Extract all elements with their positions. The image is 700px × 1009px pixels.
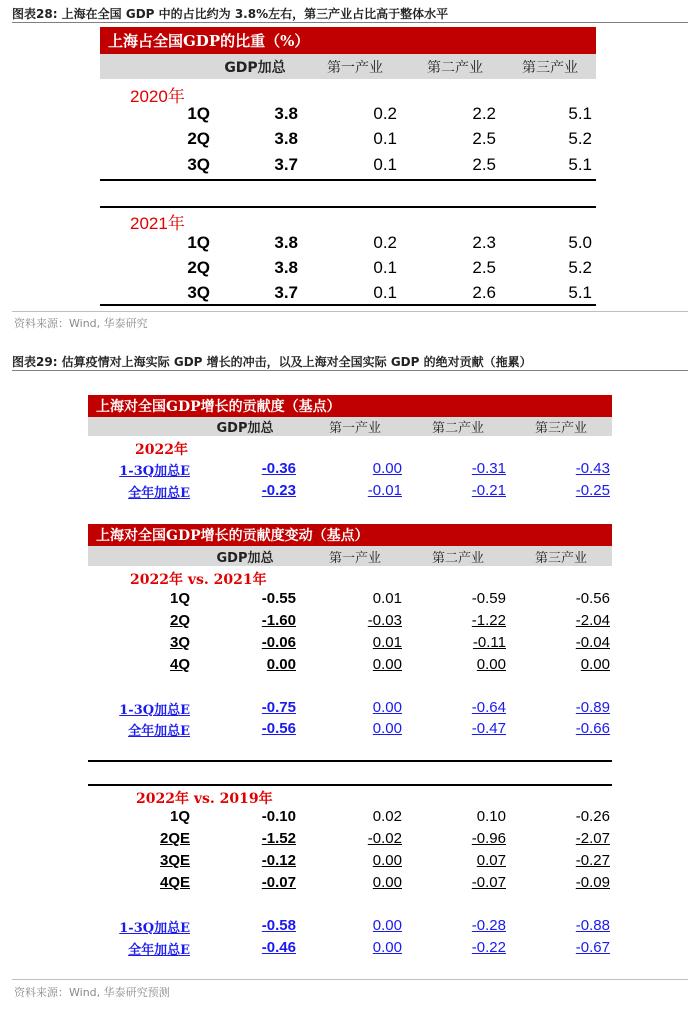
cell-secondary: -0.59 [471,590,506,607]
row-label-link[interactable]: 1-3Q加总E [119,703,190,718]
row-label: 4Q [169,656,190,673]
row-label: 1Q [169,808,190,825]
cell-gdp[interactable]: -0.56 [261,720,296,737]
table-row [0,104,700,126]
source-note: 资料来源：Wind, 华泰研究 [14,317,148,330]
cell-gdp: 3.8 [274,129,298,148]
row-label: 4QE [159,874,190,891]
cell-secondary: 0.07 [476,852,506,869]
header-primary: 第一产业 [328,421,381,436]
cell-secondary: 2.3 [472,233,496,252]
cell-primary: 0.01 [372,634,402,651]
cell-tertiary[interactable]: -0.67 [575,939,610,956]
cell-primary: -0.02 [367,830,402,847]
cell-secondary: -1.22 [471,612,506,629]
table-row [0,612,700,631]
cell-primary[interactable]: 0.00 [372,917,402,934]
cell-tertiary[interactable]: -0.89 [575,699,610,716]
cell-secondary: 2.6 [472,283,496,302]
section-divider [88,760,612,762]
cell-gdp[interactable]: -0.36 [261,460,296,477]
column-header-row [100,54,596,79]
cell-tertiary: 5.0 [568,233,592,252]
cell-primary: 0.1 [373,258,397,277]
cell-secondary: -0.11 [472,634,506,651]
cell-secondary: -0.96 [471,830,506,847]
cell-gdp: 3.8 [274,258,298,277]
cell-tertiary[interactable]: -0.88 [575,917,610,934]
table-row [0,129,700,151]
cell-tertiary: 0.00 [580,656,610,673]
row-label: 2Q [169,612,190,629]
cell-tertiary: 5.2 [568,258,592,277]
header-primary: 第一产业 [328,550,381,566]
cell-tertiary: -0.04 [575,634,610,651]
cell-primary: 0.1 [373,283,397,302]
cell-primary: -0.03 [367,612,402,629]
table-row [0,874,700,893]
table-row [0,283,700,305]
table-banner: 上海对全国GDP增长的贡献度变动（基点） [88,524,612,546]
cell-primary: 0.1 [373,129,397,148]
table-row [0,634,700,653]
cell-gdp: -1.60 [261,612,296,629]
table-row [0,852,700,871]
table-row [0,939,700,958]
cell-gdp: 3.7 [274,155,298,174]
table-bottom-rule [100,304,596,306]
cell-primary: 0.02 [372,808,402,825]
cell-tertiary: -2.04 [575,612,610,629]
figure-29-title: 图表29: 估算疫情对上海实际 GDP 增长的冲击，以及上海对全国实际 GDP 的绝对贡献（拖累） [12,355,532,369]
source-rule [12,311,688,312]
row-label-link[interactable]: 全年加总E [128,943,190,958]
cell-primary[interactable]: -0.01 [367,482,402,499]
cell-secondary: 2.2 [472,104,496,123]
table-row [0,699,700,718]
year-label: 2020年 [130,87,185,106]
section-divider [100,179,596,181]
cell-gdp: -0.06 [261,634,296,651]
cell-secondary: -0.07 [471,874,506,891]
table-banner: 上海占全国GDP的比重（%） [100,27,596,54]
table-banner: 上海对全国GDP增长的贡献度（基点） [88,395,612,417]
cell-tertiary: 5.2 [568,129,592,148]
row-label: 1Q [169,590,190,607]
cell-primary: 0.00 [372,852,402,869]
cell-primary[interactable]: 0.00 [372,460,402,477]
cell-gdp[interactable]: -0.23 [261,482,296,499]
header-tertiary: 第三产业 [534,550,587,566]
cell-gdp[interactable]: -0.46 [261,939,296,956]
source-rule [12,979,688,980]
cell-tertiary: -0.26 [575,808,610,825]
cell-gdp[interactable]: -0.75 [261,699,296,716]
header-tertiary: 第三产业 [534,421,587,436]
year-label: 2021年 [130,214,185,233]
section-divider [88,784,612,786]
header-tertiary: 第三产业 [522,59,578,76]
cell-secondary: 2.5 [472,155,496,174]
year-label: 2022年 [135,442,188,458]
cell-gdp: -0.07 [261,874,296,891]
row-label-link[interactable]: 全年加总E [128,724,190,739]
row-label: 3QE [159,852,190,869]
row-label: 2QE [159,830,190,847]
cell-primary: 0.00 [372,874,402,891]
row-label: 2Q [187,129,210,148]
source-note: 资料来源：Wind, 华泰研究预测 [14,986,170,999]
cell-tertiary: -0.56 [575,590,610,607]
table-row [0,917,700,936]
cell-gdp: -1.52 [261,830,296,847]
section-divider [100,206,596,208]
cell-gdp: -0.55 [261,590,296,607]
table-row [0,258,700,280]
cell-tertiary: 5.1 [568,283,592,302]
row-label: 3Q [169,634,190,651]
cell-secondary[interactable]: -0.31 [471,460,506,477]
title-rule [12,370,688,371]
cell-secondary[interactable]: -0.21 [471,482,506,499]
comparison-label: 2022年 vs. 2019年 [136,791,273,807]
row-label: 2Q [187,258,210,277]
cell-primary: 0.2 [373,104,397,123]
cell-secondary: 0.00 [476,656,506,673]
cell-secondary: 2.5 [472,258,496,277]
table-row [0,590,700,609]
cell-primary[interactable]: 0.00 [372,720,402,737]
cell-tertiary: -0.27 [575,852,610,869]
title-rule [12,22,688,23]
cell-primary: 0.01 [372,590,402,607]
cell-gdp: -0.12 [261,852,296,869]
header-gdp: GDP加总 [216,421,274,436]
cell-gdp: 3.8 [274,104,298,123]
column-header-row [88,417,612,436]
cell-secondary[interactable]: -0.47 [471,720,506,737]
cell-secondary: 0.10 [476,808,506,825]
header-secondary: 第二产业 [427,59,483,76]
cell-tertiary: 5.1 [568,104,592,123]
cell-gdp: 0.00 [266,656,296,673]
figure-28-title: 图表28: 上海在全国 GDP 中的占比约为 3.8%左右，第三产业占比高于整体水平 [12,7,449,21]
cell-tertiary: 5.1 [568,155,592,174]
table-row [0,482,700,501]
row-label-link[interactable]: 全年加总E [128,486,190,501]
header-secondary: 第二产业 [431,421,484,436]
cell-tertiary: -2.07 [575,830,610,847]
cell-primary[interactable]: 0.00 [372,699,402,716]
table-row [0,830,700,849]
row-label: 1Q [187,233,210,252]
cell-primary: 0.2 [373,233,397,252]
row-label: 3Q [187,283,210,302]
table-row [0,155,700,177]
header-gdp: GDP加总 [216,550,274,566]
cell-gdp: 3.8 [274,233,298,252]
cell-gdp[interactable]: -0.58 [261,917,296,934]
row-label-link[interactable]: 1-3Q加总E [119,921,190,936]
cell-primary: 0.1 [373,155,397,174]
row-label-link[interactable]: 1-3Q加总E [119,464,190,479]
table-row [0,460,700,479]
cell-secondary[interactable]: -0.28 [471,917,506,934]
column-header-row [88,546,612,566]
table-row [0,656,700,675]
cell-tertiary[interactable]: -0.43 [575,460,610,477]
cell-tertiary[interactable]: -0.25 [575,482,610,499]
cell-tertiary[interactable]: -0.66 [575,720,610,737]
table-row [0,808,700,827]
header-secondary: 第二产业 [431,550,484,566]
header-primary: 第一产业 [327,59,383,76]
header-gdp: GDP加总 [224,59,286,76]
cell-secondary: 2.5 [472,129,496,148]
table-row [0,233,700,255]
row-label: 3Q [187,155,210,174]
cell-secondary[interactable]: -0.22 [471,939,506,956]
cell-primary[interactable]: 0.00 [372,939,402,956]
comparison-label: 2022年 vs. 2021年 [130,572,267,588]
table-row [0,720,700,739]
cell-primary: 0.00 [372,656,402,673]
row-label: 1Q [187,104,210,123]
cell-secondary[interactable]: -0.64 [471,699,506,716]
cell-tertiary: -0.09 [575,874,610,891]
cell-gdp: -0.10 [261,808,296,825]
cell-gdp: 3.7 [274,283,298,302]
